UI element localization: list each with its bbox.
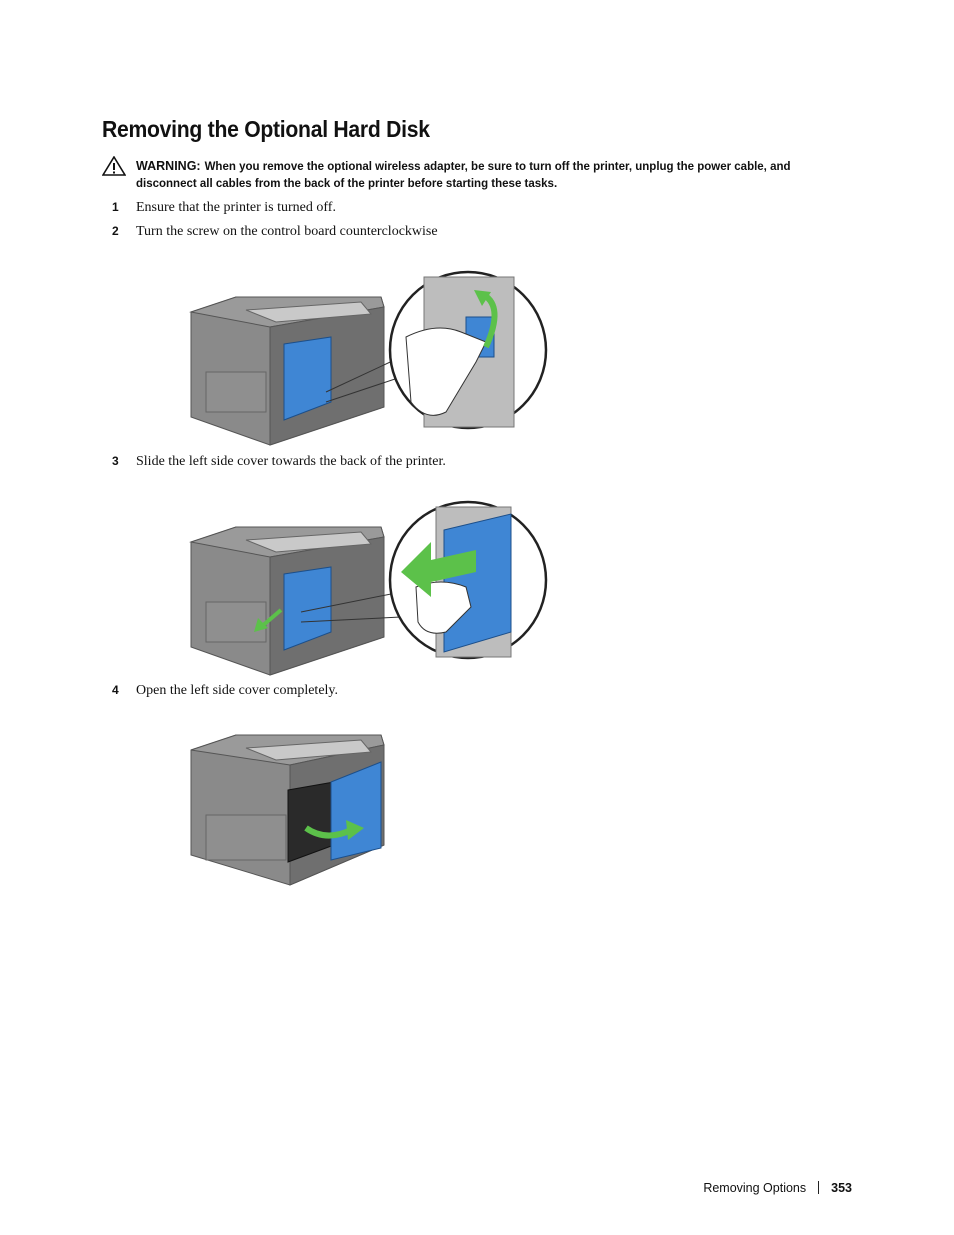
footer-section: Removing Options (703, 1181, 807, 1195)
step-text: Turn the screw on the control board counterclockwise (136, 224, 438, 239)
step-3 (112, 454, 446, 470)
warning-label: WARNING: (136, 159, 201, 173)
step-number: 3 (112, 454, 119, 468)
page-title: Removing the Optional Hard Disk (102, 116, 430, 142)
warning-text: When you remove the optional wireless adapter, be sure to turn off the printer, unplug the power cable, and disconnect all cables from the back of the printer before starting these tasks. (136, 161, 791, 190)
printer-illustration (191, 297, 384, 445)
page-footer (703, 1181, 852, 1195)
step-text: Slide the left side cover towards the back of the printer. (136, 454, 446, 469)
step-number: 1 (112, 200, 119, 214)
warning-icon (102, 156, 126, 176)
warning-note (136, 158, 836, 193)
figure-open-cover (186, 720, 406, 890)
step-text: Open the left side cover completely. (136, 683, 339, 698)
figure-slide-cover (186, 492, 552, 682)
step-text: Ensure that the printer is turned off. (136, 200, 336, 215)
step-number: 2 (112, 224, 119, 238)
figure-turn-screw (186, 262, 552, 452)
step-1 (112, 200, 336, 216)
page-number: 353 (831, 1181, 852, 1195)
step-number: 4 (112, 683, 119, 697)
footer-divider (818, 1181, 819, 1194)
step-4 (112, 683, 338, 699)
step-2 (112, 224, 438, 240)
